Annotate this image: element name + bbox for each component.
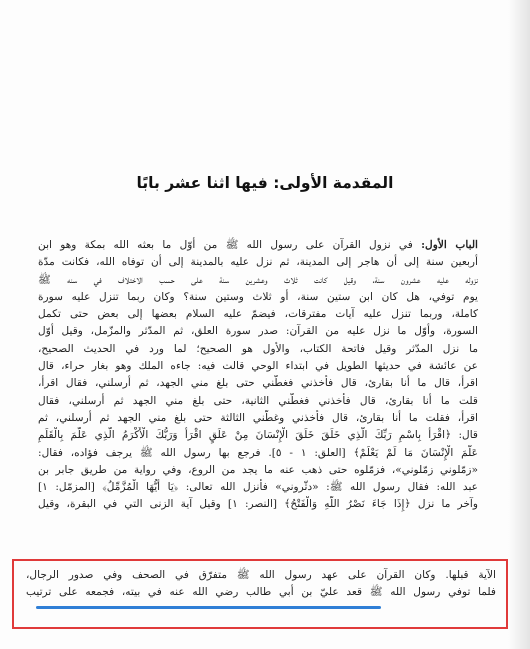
text-line-5: كاملة، وربما تنزل عليه آيات مفترقات، فيضمّ عليه السلام بعضها إلى بعض حتى تكمل [38, 308, 478, 321]
section-title: المقدمة الأولى: فيها اثنا عشر بابًا [136, 174, 394, 192]
page-edge-shadow [508, 0, 530, 649]
text-line-13: عَلَّمَ الْإِنْسَانَ مَا لَمْ يَعْلَمْ﴾ [العلق: ١ - ٥]. فرجع بها رسول الله ﷺ يرجف فؤاده، فقال: [38, 446, 478, 459]
chapter-label: الباب الأول: [421, 239, 478, 251]
highlighted-line-1: الآية قبلها. وكان القرآن على عهد رسول الله ﷺ متفرّق في الصحف وفي صدور الرجال، [26, 569, 496, 581]
underline-annotation [36, 606, 381, 609]
text-line-8: عن عائشة في حديثها الطويل في ابتداء الوحي قالت فيه: جاءه الملك وهو بغار حراء، قال [38, 360, 478, 373]
text-line-16: وآخر ما نزل ﴿إِذَا جَاءَ نَصْرُ اللَّهِ وَالْفَتْحُ﴾ [النصر: ١] وقيل آية الزنى التي في البقرة، وقيل [38, 498, 478, 511]
text-line-12: قال: ﴿اقْرَأْ بِاسْمِ رَبِّكَ الَّذِي خَلَقَ خَلَقَ الْإِنْسَانَ مِنْ عَلَقٍ اقْرَأْ وَرَبُّكَ الْأَكْرَمُ الَّذِي عَلَّمَ بِالْقَلَمِ [38, 429, 478, 442]
text-line-11: اقرأ، فقلت ما أنا بقارئ، قال فأخذني وغطّني الثالثة حتى بلغ مني الجهد ثم أرسلني، ثم [38, 411, 478, 424]
text-line-2: أربعين سنة إلى أن هاجر إلى المدينة، ثم نزل عليه بالمدينة إلى أن توفاه الله، فكانت مدّة [38, 256, 478, 269]
text-line-7: ما نزل المدّثر وقيل فاتحة الكتاب، والأول هو الصحيح؛ لما ورد في الحديث الصحيح، [38, 342, 478, 355]
text-line-1-content: في نزول القرآن على رسول الله ﷺ من أوّل ما بعثه الله بمكة وهو ابن [38, 239, 413, 251]
text-line-3: نزوله عليه عشرون سنة، وقيل كانت ثلاث وعشرين سنة على حسب الاختلاف في سنه ﷺ [38, 273, 478, 286]
text-line-15: عبد الله: فقال رسول الله ﷺ: «دثّروني» فأنزل الله تعالى: ﴿يَا أَيُّهَا الْمُزَّمِّلُ﴾ [المزمّل: ١] [38, 481, 478, 494]
text-line-9: اقرأ، قال ما أنا بقارئ، قال فأخذني فغطّني حتى بلغ مني الجهد، ثم أرسلني، فقال اقرأ، [38, 377, 478, 390]
text-line-14: «زمّلوني زمّلوني»، فزمّلوه حتى ذهب عنه ما يجد من الروع، وفي رواية من طريق جابر بن [38, 463, 478, 476]
text-line-6: السورة، وأوّل ما نزل عليه من القرآن: صدر سورة العلق، ثم المدّثر والمزّمل، وقيل أوّل [38, 325, 478, 338]
body-text [38, 237, 478, 514]
highlighted-line-2: فلما توفي رسول الله ﷺ قعد عليّ بن أبي طالب رضي الله عنه في بيته، فجمعه على ترتيب [26, 586, 496, 599]
highlighted-text [26, 567, 496, 602]
text-line-10: قلت ما أنا بقارئ، قال فأخذني فغطّني الثانية، حتى بلغ مني الجهد ثم أرسلني، فقال [38, 394, 478, 407]
text-line-4: يوم توفي، هل كان ابن ستين سنة، أو ثلاث وستين سنة؟ وكان ربما تنزل عليه سورة [38, 290, 478, 303]
text-line-1 [38, 237, 478, 254]
